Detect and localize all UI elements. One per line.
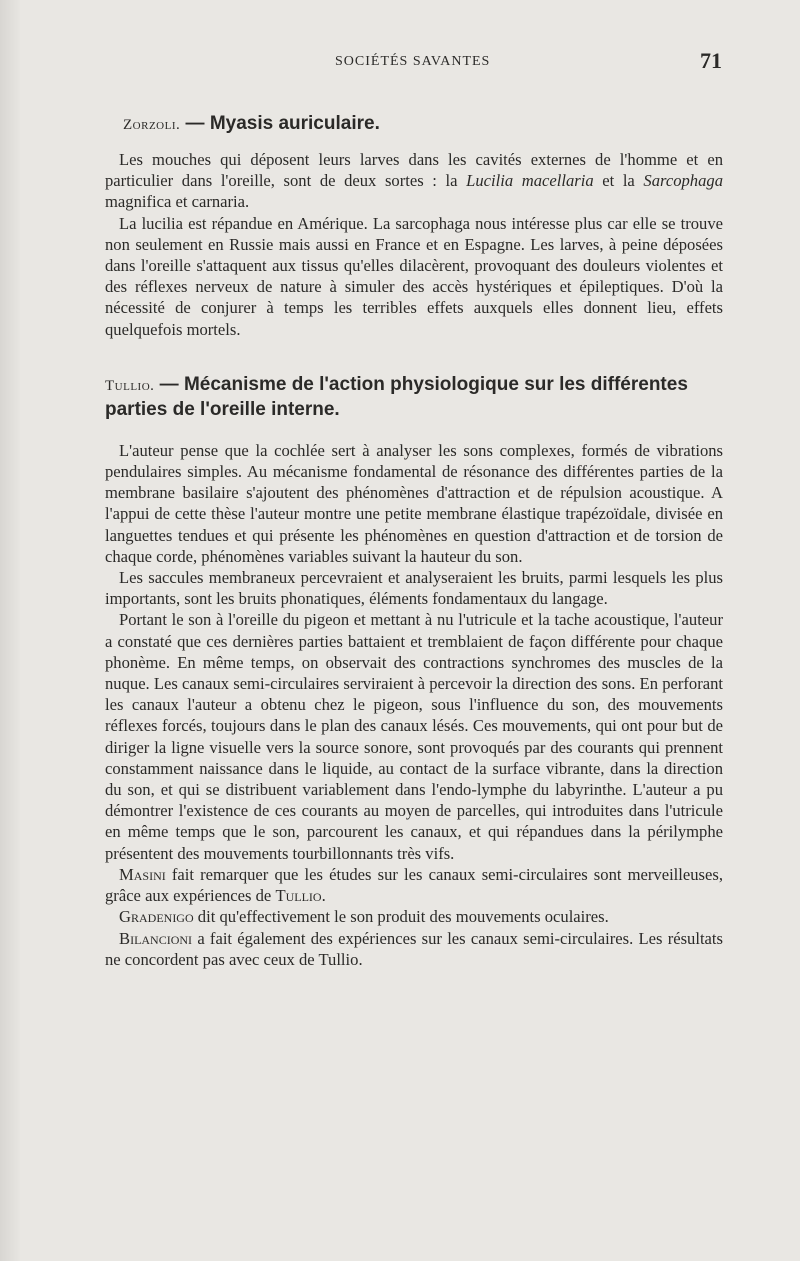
paragraph: L'auteur pense que la cochlée sert à analyser les sons complexes, formés de vibrations pendulaires simples. Au mécanisme fondamental de résonance des différentes parties de la membrane basilaire s'ajoutent des phénomènes d'attraction et de répulsion acoustique. A l'appui de cette thèse l'auteur montre une petite membrane élastique trapézoïdale, divisée en languettes tendues et qui présente les phénomènes en question d'attraction et de torsion de chaque corde, phénomènes variables suivant la hauteur du son.	[105, 440, 723, 566]
paragraph: Portant le son à l'oreille du pigeon et mettant à nu l'utricule et la tache acoustique, l'auteur a constaté que ces dernières parties battaient et tremblaient de façon différente pour chaque phonème. En même temps, on observait des contractions synchromes des muscles de la nuque. Les canaux semi-circulaires serviraient à percevoir la direction des sons. En perforant les canaux l'auteur a obtenu chez le pigeon, sous l'influence du son, des mouvements réflexes forcés, toujours dans le plan des canaux lésés. Ces mouvements, qui ont pour but de diriger la ligne visuelle vers la source sonore, sont provoqués par des courants qui prennent constamment naissance dans le liquide, au contact de la surface vibrante, dans la direction du son, et qui se distribuent variablement dans l'endo-lymphe du labyrinthe. L'auteur a pu démontrer l'existence de ces courants au moyen de parcelles, qui introduites dans l'utricule en même temps que le son, parcourent les canaux, et qui répandues dans la périlymphe présentent des mouvements tourbillonnants très vifs.	[105, 610, 723, 863]
paragraph-bilancioni	[105, 928, 723, 970]
section-heading	[105, 373, 723, 422]
person-name: Gradenigo	[119, 907, 194, 927]
section-body	[105, 440, 723, 970]
page-header	[0, 48, 800, 76]
text-run: magnifica et carnaria.	[105, 192, 250, 212]
person-name: Bilancioni	[119, 928, 193, 948]
section-body	[105, 149, 723, 340]
text-run: dit qu'effectivement le son produit des mouvements oculaires.	[193, 907, 609, 927]
person-name: Masini	[119, 864, 166, 884]
author-name: Zorzoli.	[123, 117, 181, 133]
text-run: .	[321, 886, 326, 906]
paragraph	[105, 149, 723, 213]
heading-dash: —	[180, 113, 210, 134]
person-name: Tullio	[275, 886, 322, 906]
heading-dash: —	[154, 373, 184, 395]
paragraph-masini	[105, 864, 723, 906]
paragraph-gradenigo	[105, 906, 723, 927]
section-zorzoli	[105, 112, 723, 340]
text-run: a fait également des expériences sur les canaux semi-circulaires. Les résultats ne concordent pas avec ceux de Tullio.	[105, 928, 723, 969]
page-content	[105, 112, 723, 970]
section-title: Mécanisme de l'action physiologique sur les différentes parties de l'oreille interne.	[105, 373, 688, 420]
text-run: Les mouches qui déposent leurs larves dans les cavités externes de l'homme et en particulier dans l'oreille, sont de deux sortes : la	[105, 150, 723, 191]
page-binding-edge	[0, 0, 20, 1261]
italic-term: Sarcophaga	[643, 171, 723, 191]
page-number: 71	[700, 48, 722, 73]
section-tullio	[105, 373, 723, 970]
paragraph: Les saccules membraneux percevraient et analyseraient les bruits, parmi lesquels les plus importants, sont les bruits phonatiques, éléments fondamentaux du langage.	[105, 568, 723, 609]
italic-term: Lucilia macellaria	[466, 171, 594, 191]
running-head: SOCIÉTÉS SAVANTES	[335, 54, 491, 69]
author-name: Tullio.	[105, 377, 155, 394]
paragraph: La lucilia est répandue en Amérique. La sarcophaga nous intéresse plus car elle se trouve non seulement en Russie mais aussi en France et en Espagne. Les larves, à peine déposées dans l'oreille s'attaquent aux tissus qu'elles dilacèrent, provoquant des douleurs violentes et des réflexes nerveux de nature à simuler des accès hystériques et épileptiques. D'où la nécessité de conjurer à temps les terribles effets auxquels elles donnent lieu, effets quelquefois mortels.	[105, 213, 723, 339]
text-run: fait remarquer que les études sur les canaux semi-circulaires sont merveilleuses, grâce aux expériences de	[105, 864, 723, 906]
text-run: et la	[593, 171, 644, 191]
section-title: Myasis auriculaire.	[209, 113, 380, 134]
section-heading	[123, 112, 723, 137]
